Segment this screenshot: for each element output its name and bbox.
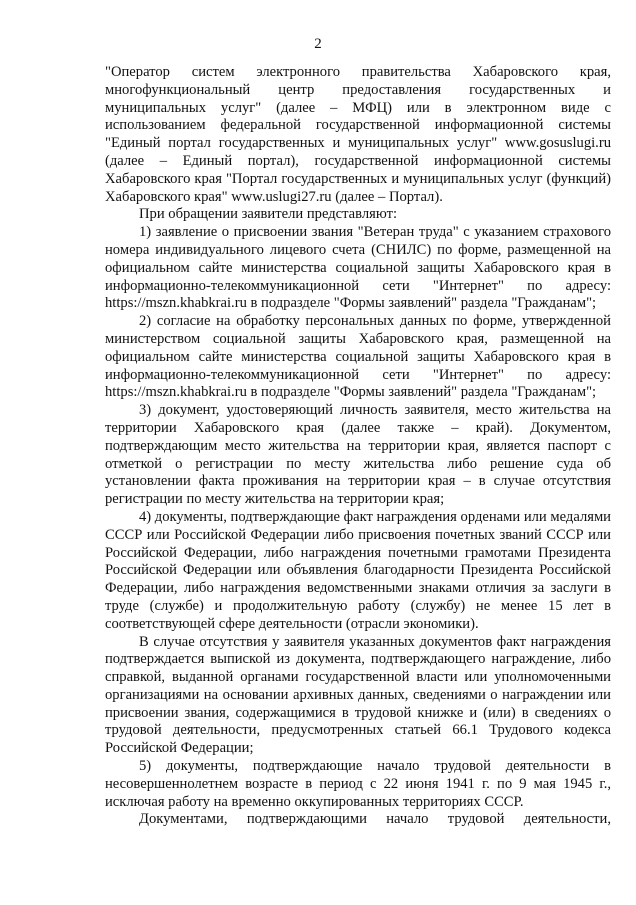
paragraph-item-5-wartime-work: 5) документы, подтверждающие начало трудовой деятельности в несовершеннолетнем возрасте в период с 22 июня 1941 г. по 9 мая 1945 г., исключая работу на временно оккупированных территориях СССР.: [105, 758, 611, 810]
paragraph-item-4-award-documents: 4) документы, подтверждающие факт награждения орденами или медалями СССР или Российской Федерации либо присвоения почетных званий СССР или Российской Федерации, либо награждения почетными грамотами Президента Российской Федерации или объявления благодарности Президента Российской Федерации, либо награждения ведомственными знаками отличия за заслуги в труде (службе) и продолжительную работу (службу) не менее 15 лет в соответствующей сфере деятельности (отрасли экономики).: [105, 508, 611, 632]
paragraph-documents-confirming-start: Документами, подтверждающими начало трудовой деятельности,: [139, 811, 611, 828]
paragraph-applicants-submit: При обращении заявители представляют:: [139, 206, 397, 223]
paragraph-item-1-application: 1) заявление о присвоении звания "Ветеран труда" с указанием страхового номера индивидуального лицевого счета (СНИЛС) по форме, размещенной на официальном сайте министерства социальной защиты Хабаровского края в информационно-телекоммуникационной сети "Интернет" по адресу: https://mszn.khabkrai.ru в подразделе "Формы заявлений" раздела "Гражданам";: [105, 224, 611, 312]
paragraph-item-3-identity-document: 3) документ, удостоверяющий личность заявителя, место жительства на территории Хабаровского края (далее также – край). Документом, подтверждающим место жительства на территории края, является паспорт с отметкой о регистрации по месту жительства либо решение суда об установлении факта проживания на территории края – в случае отсутствия регистрации по месту жительства на территории края;: [105, 402, 611, 508]
page-number: 2: [314, 36, 322, 52]
paragraph-item-2-consent: 2) согласие на обработку персональных данных по форме, утвержденной министерством социальной защиты Хабаровского края, размещенной на официальном сайте министерства социальной защиты Хабаровского края в информационно-телекоммуникационной сети "Интернет" по адресу: https://mszn.khabkrai.ru в подразделе "Формы заявлений" раздела "Гражданам";: [105, 313, 611, 401]
paragraph-continuation-mfc: "Оператор систем электронного правительства Хабаровского края, многофункциональный центр предоставления государственных и муниципальных услуг" (далее – МФЦ) или в электронном виде с использованием федеральной государственной информационной системы "Единый портал государственных и муниципальных услуг" www.gosuslugi.ru (далее – Единый портал), государственной информационной системы Хабаровского края "Портал государственных и муниципальных услуг (функций) Хабаровского края" www.uslugi27.ru (далее – Портал).: [105, 64, 611, 205]
document-body: [105, 64, 611, 829]
paragraph-absence-of-documents: В случае отсутствия у заявителя указанных документов факт награждения подтверждается выпиской из документа, подтверждающего награждение, либо справкой, выданной органами государственной власти или уполномоченными организациями на основании архивных данных, сведениями о награждении или присвоении звания, содержащимися в трудовой книжке и (или) в сведениях о трудовой деятельности, предусмотренных статьей 66.1 Трудового кодекса Российской Федерации;: [105, 633, 611, 757]
